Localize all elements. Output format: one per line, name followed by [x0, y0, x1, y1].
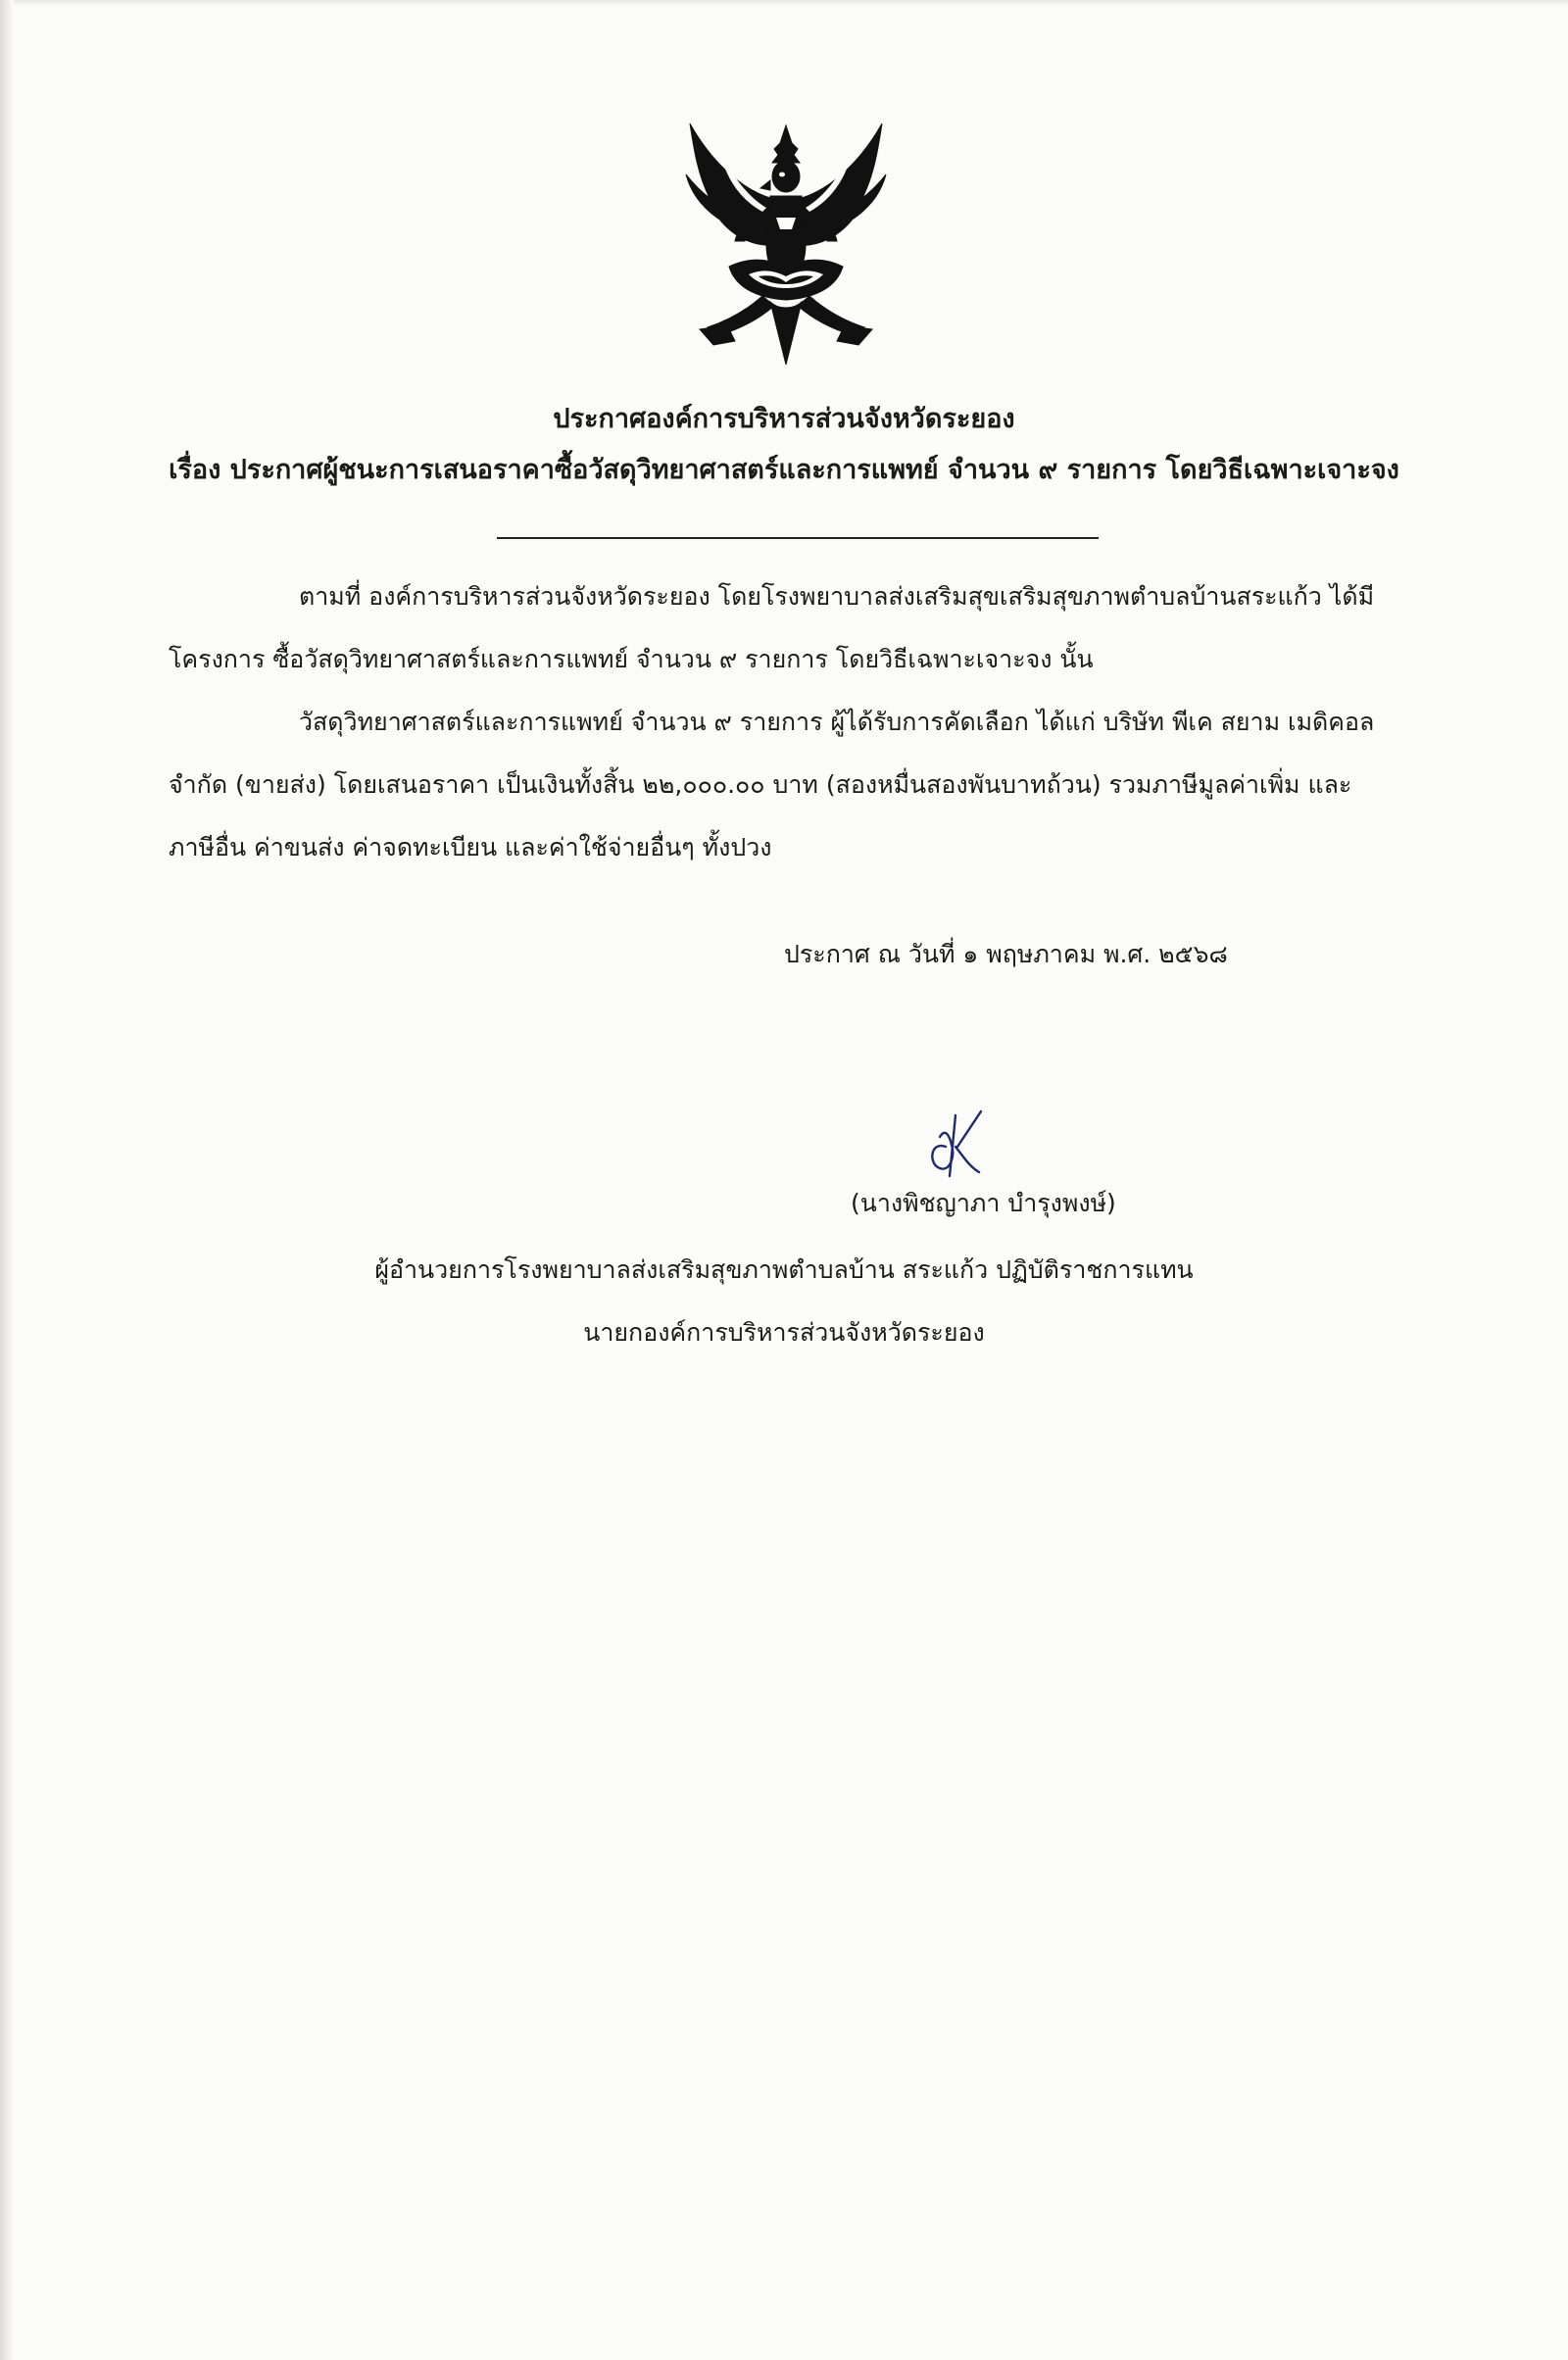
signer-position-line-2: นายกองค์การบริหารส่วนจังหวัดระยอง — [583, 1318, 985, 1347]
scan-left-edge — [0, 0, 14, 2360]
body-paragraph-2-line-1: วัสดุวิทยาศาสตร์และการแพทย์ จำนวน ๙ รายการ ผู้ได้รับการคัดเลือก ได้แก่ บริษัท พีเค สยาม เมดิคอล — [299, 708, 1375, 736]
body-paragraph-1-line-1: ตามที่ องค์การบริหารส่วนจังหวัดระยอง โดยโรงพยาบาลส่งเสริมสุขเสริมสุขภาพตำบลบ้านสระแก้ว ได้มี — [299, 582, 1375, 611]
signer-position-line-1: ผู้อำนวยการโรงพยาบาลส่งเสริมสุขภาพตำบลบ้าน สระแก้ว ปฏิบัติราชการแทน — [374, 1255, 1194, 1284]
body-paragraph-2-line-3: ภาษีอื่น ค่าขนส่ง ค่าจดทะเบียน และค่าใช้จ่ายอื่นๆ ทั้งปวง — [169, 833, 772, 861]
handwritten-signature-icon — [916, 1107, 985, 1180]
announce-date: ประกาศ ณ วันที่ ๑ พฤษภาคม พ.ศ. ๒๕๖๘ — [784, 940, 1228, 968]
header-block — [0, 394, 1568, 496]
document-title: ประกาศองค์การบริหารส่วนจังหวัดระยอง — [553, 404, 1015, 434]
scan-top-edge — [0, 0, 1568, 6]
document-subject: เรื่อง ประกาศผู้ชนะการเสนอราคาซื้อวัสดุวิทยาศาสตร์และการแพทย์ จำนวน ๙ รายการ โดยวิธีเฉพาะเจาะจง — [169, 455, 1399, 485]
body-paragraph-1-line-2: โครงการ ซื้อวัสดุวิทยาศาสตร์และการแพทย์ จำนวน ๙ รายการ โดยวิธีเฉพาะเจาะจง นั้น — [169, 645, 1094, 673]
title-divider — [497, 537, 1099, 539]
garuda-emblem-icon — [680, 120, 892, 367]
body-paragraph-2-line-2: จำกัด (ขายส่ง) โดยเสนอราคา เป็นเงินทั้งสิ้น ๒๒,๐๐๐.๐๐ บาท (สองหมื่นสองพันบาทถ้วน) รวมภาษีมูลค่าเพิ่ม และ — [169, 770, 1352, 799]
signer-name: (นางพิชญาภา บำรุงพงษ์) — [851, 1189, 1116, 1217]
